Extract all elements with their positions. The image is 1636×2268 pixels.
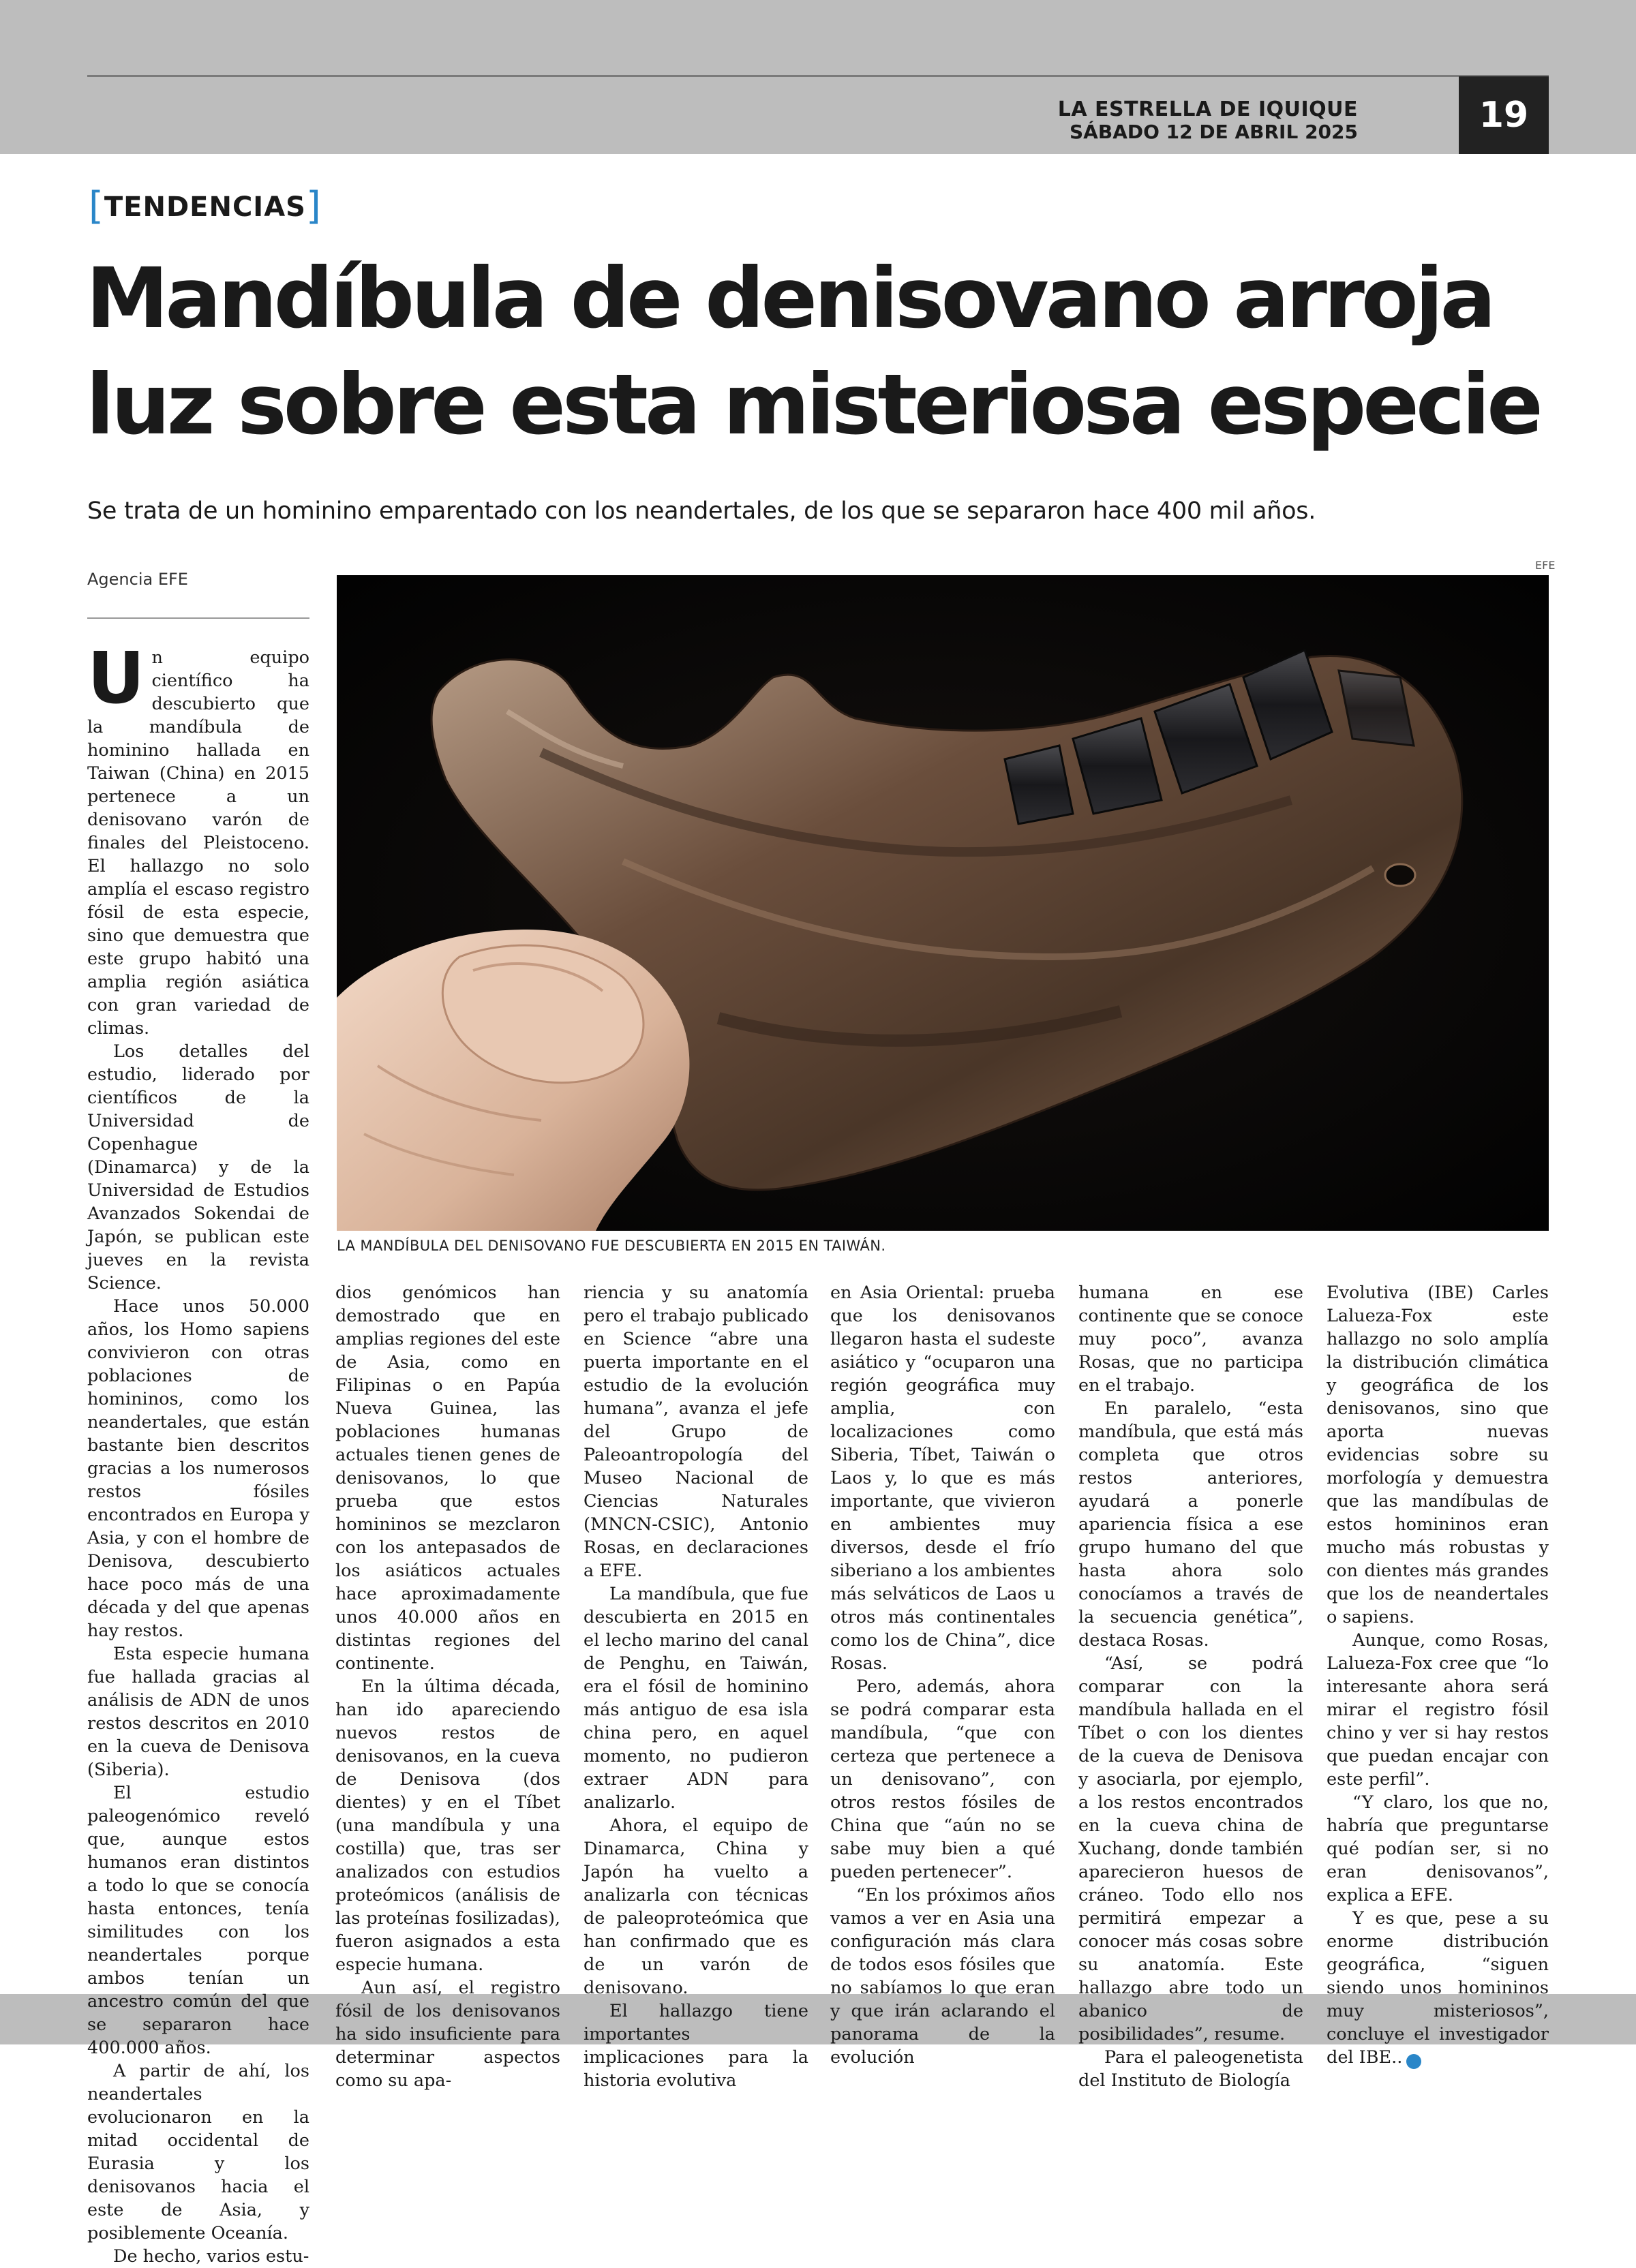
paragraph: Los detalles del estudio, liderado por científicos de la Universidad de Copenhague (Dinamarca) y de la Universidad de Estudios Avanzados Sokendai de Japón, se publican este jueves en la revista Science. (87, 1041, 309, 1293)
paragraph: Aunque, como Rosas, Lalueza-Fox cree que “lo interesante ahora será mirar el registro fósil chino y ver si hay restos que puedan encajar con este perfil”. (1327, 1630, 1549, 1790)
article-column-6 (1327, 1281, 1549, 2069)
bracket-open-icon: [ (89, 184, 104, 228)
paragraph: “Así, se podrá comparar con la mandíbula hallada en el Tíbet o con los dientes de la cueva de Denisova y asociarla, por ejemplo, a los restos encontrados en la cueva china de Xuchang, donde también aparecieron huesos de cráneo. Todo ello nos permitirá empezar a conocer más cosas sobre su anatomía. Este hallazgo abre todo un abanico de posibilidades”, resume. (1078, 1653, 1303, 2044)
paragraph: Y es que, pese a su enorme distribución geográfica, “siguen siendo unos homininos muy misteriosos”, concluye el investigador del IBE.. ✪ (1327, 1908, 1549, 2068)
paragraph: Esta especie humana fue hallada gracias al análisis de ADN de unos restos descritos en 2010 en la cueva de Denisova (Siberia). (87, 1644, 309, 1780)
page-number: 19 (1459, 76, 1549, 154)
paragraph: Aun así, el registro fósil de los denisovanos ha sido insuficiente para determinar aspectos como su apa- (335, 1978, 560, 2091)
paragraph: Para el paleogenetista del Instituto de Biología (1078, 2047, 1303, 2091)
end-of-article-icon: ✪ (1406, 2054, 1421, 2069)
paragraph: El estudio paleogenómico reveló que, aunque estos humanos eran distintos a todo lo que se conocía hasta entonces, tenía similitudes con los neandertales porque ambos tenían un ancestro común del que se separaron hace 400.000 años. (87, 1783, 309, 2058)
paragraph: Hace unos 50.000 años, los Homo sapiens convivieron con otras poblaciones de homininos, como los neandertales, que están bastante bien descritos gracias a los numerosos restos fósiles encontrados en Europa y Asia, y con el hombre de Denisova, descubierto hace poco más de una década y del que apenas hay restos. (87, 1296, 309, 1641)
photo-credit: EFE (1535, 559, 1556, 572)
paragraph: humana en ese continente que se conoce muy poco”, avanza Rosas, que no participa en el trabajo. (1078, 1283, 1303, 1396)
paragraph: La mandíbula, que fue descubierta en 2015 en el lecho marino del canal de Penghu, en Taiwán, era el fósil de hominino más antiguo de esa isla china pero, en aquel momento, no pudieron extraer ADN para analizarlo. (584, 1584, 808, 1813)
article-column-5 (1078, 1281, 1303, 2092)
drop-cap: U (87, 637, 145, 720)
subheadline: Se trata de un hominino emparentado con los neandertales, de los que se separaron hace 400 mil años. (87, 497, 1316, 525)
article-column-3 (584, 1281, 808, 2092)
paragraph: A partir de ahí, los neandertales evolucionaron en la mitad occidental de Eurasia y los denisovanos hacia el este de Asia, y posiblemente Oceanía. (87, 2061, 309, 2243)
paragraph: dios genómicos han demostrado que en amplias regiones del este de Asia, como en Filipinas o en Papúa Nueva Guinea, las poblaciones humanas actuales tienen genes de denisovanos, lo que prueba que estos homininos se mezclaron con los antepasados de los asiáticos actuales hace aproximadamente unos 40.000 años en distintas regiones del continente. (335, 1283, 560, 1674)
byline-rule (87, 617, 309, 619)
article-column-2 (335, 1281, 560, 2092)
paragraph: Ahora, el equipo de Dinamarca, China y Japón ha vuelto a analizarla con técnicas de paleoproteómica que han confirmado que es de un varón de denisovano. (584, 1815, 808, 1998)
byline: Agencia EFE (87, 570, 188, 589)
paragraph: “Y claro, los que no, habría que preguntarse qué podían ser, si no eran denisovanos”, explica a EFE. (1327, 1792, 1549, 1905)
paragraph: En la última década, han ido apareciendo nuevos restos de denisovanos, en la cueva de Denisova (dos dientes) y en el Tíbet (una mandíbula y una costilla) que, tras ser analizados con estudios proteómicos (análisis de las proteínas fosilizadas), fueron asignados a esta especie humana. (335, 1676, 560, 1975)
paragraph: Pero, además, ahora se podrá comparar esta mandíbula, “que con certeza que pertenece a un denisovano”, con otros restos fósiles de China que “aún no se sabe muy bien a qué pueden pertenecer”. (830, 1676, 1055, 1882)
paragraph: De hecho, varios estu- (113, 2246, 309, 2267)
paragraph: “En los próximos años vamos a ver en Asia una configuración más clara de todos esos fósiles que no sabíamos lo que eran y que irán aclarando el panorama de la evolución (830, 1885, 1055, 2068)
masthead (1058, 99, 1358, 142)
section-label (89, 184, 322, 228)
fossil-jaw-photo (337, 575, 1549, 1231)
paragraph: riencia y su anatomía pero el trabajo publicado en Science “abre una puerta importante en el estudio de la evolución humana”, avanza el jefe del Grupo de Paleoantropología del Museo Nacional de Ciencias Naturales (MNCN-CSIC), Antonio Rosas, en declaraciones a EFE. (584, 1283, 808, 1581)
paragraph: Un equipo científico ha descubierto que la mandíbula de hominino hallada en Taiwan (China) en 2015 pertenece a un denisovano varón de finales del Pleistoceno. El hallazgo no solo amplía el escaso registro fósil de esta especie, sino que demuestra que este grupo habitó una amplia región asiática con gran variedad de climas. (87, 637, 309, 1039)
article-column-1 (87, 637, 309, 2268)
paragraph: en Asia Oriental: prueba que los denisovanos llegaron hasta el sudeste asiático y “ocuparon una región geográfica muy amplia, con localizaciones como Siberia, Tíbet, Taiwán o Laos y, lo que es más importante, que vivieron en ambientes muy diversos, desde el frío siberiano a los ambientes más selváticos de Laos u otros más continentales como los de China”, dice Rosas. (830, 1283, 1055, 1674)
headline: Mandíbula de denisovano arroja luz sobre esta misteriosa especie (86, 250, 1540, 453)
paragraph: En paralelo, “esta mandíbula, que está más completa que otros restos anteriores, ayudará a ponerle apariencia física a ese grupo humano del que hasta ahora solo conocíamos a través de la secuencia genética”, destaca Rosas. (1078, 1398, 1303, 1651)
paragraph: Evolutiva (IBE) Carles Lalueza-Fox este hallazgo no solo amplía la distribución climática y geográfica de los denisovanos, sino que aporta nuevas evidencias sobre su morfología y demuestra que las mandíbulas de estos homininos eran mucho más robustas y con dientes más grandes que los de neandertales o sapiens. (1327, 1283, 1549, 1627)
bracket-close-icon: ] (305, 184, 322, 228)
section-text: TENDENCIAS (104, 191, 306, 223)
photo-caption: LA MANDÍBULA DEL DENISOVANO FUE DESCUBIERTA EN 2015 EN TAIWÁN. (337, 1238, 886, 1254)
header-rule (87, 75, 1549, 77)
issue-date: SÁBADO 12 DE ABRIL 2025 (1070, 121, 1358, 143)
article-column-4 (830, 1281, 1055, 2069)
jaw-in-hand-illustration (337, 575, 1549, 1231)
paragraph: El hallazgo tiene importantes implicaciones para la historia evolutiva (584, 2001, 808, 2091)
newspaper-name: LA ESTRELLA DE IQUIQUE (1057, 97, 1358, 121)
